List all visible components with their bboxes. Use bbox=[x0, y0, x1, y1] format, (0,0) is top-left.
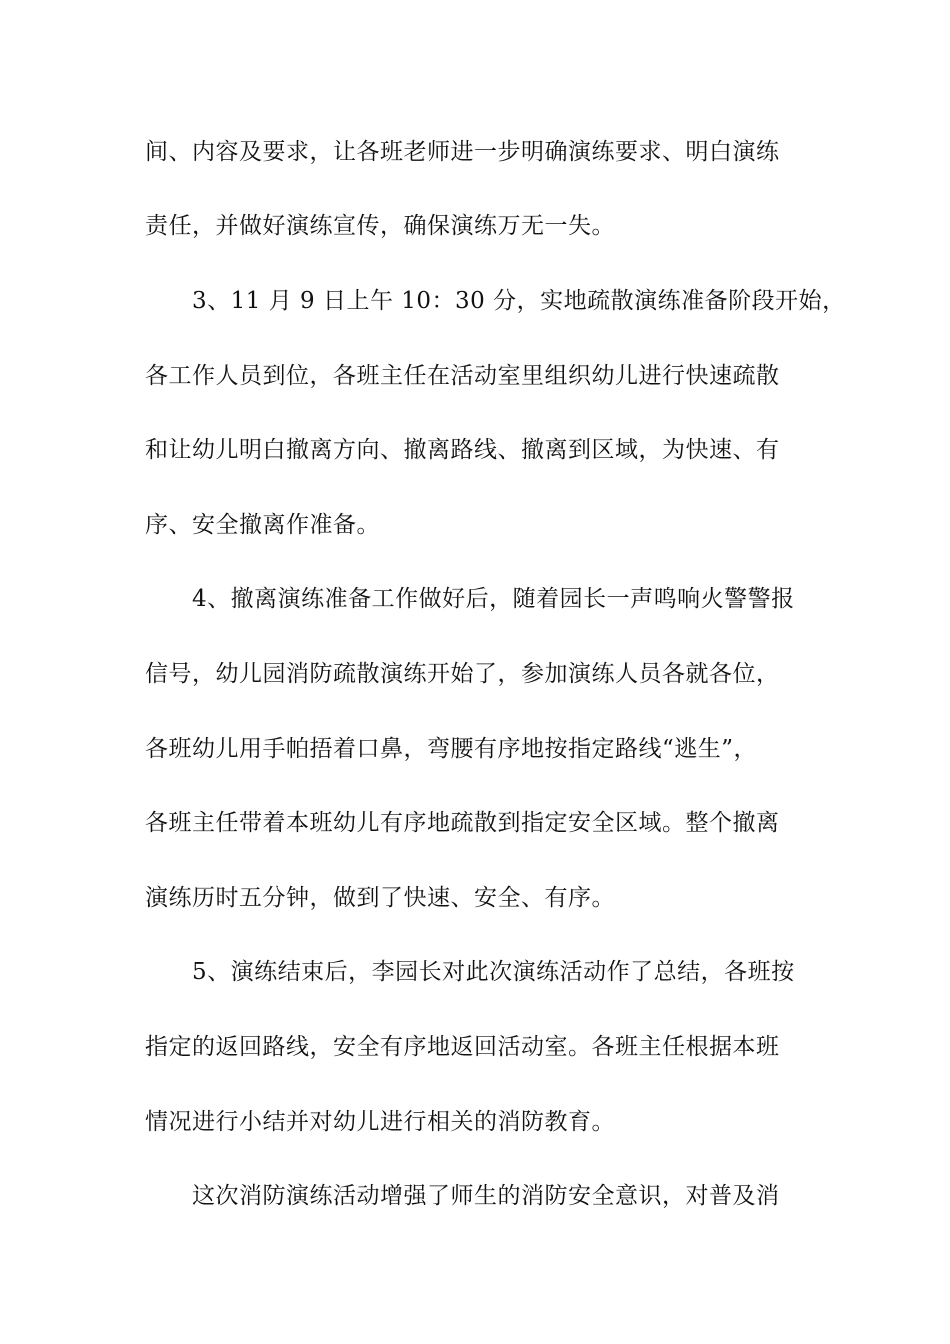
text-line-2: 责任，并做好演练宣传，确保演练万无一失。 bbox=[145, 213, 615, 239]
text-line-8: 信号，幼儿园消防疏散演练开始了，参加演练人员各就各位， bbox=[145, 661, 780, 687]
text-line-7: 4、撤离演练准备工作做好后，随着园长一声鸣响火警警报 bbox=[192, 586, 795, 612]
text-line-12: 5、演练结束后，李园长对此次演练活动作了总结，各班按 bbox=[192, 959, 795, 985]
text-line-6: 序、安全撤离作准备。 bbox=[145, 512, 380, 538]
text-line-4: 各工作人员到位，各班主任在活动室里组织幼儿进行快速疏散 bbox=[145, 363, 780, 389]
text-line-14: 情况进行小结并对幼儿进行相关的消防教育。 bbox=[145, 1109, 615, 1135]
text-line-10: 各班主任带着本班幼儿有序地疏散到指定安全区域。整个撤离 bbox=[145, 810, 780, 836]
text-line-9: 各班幼儿用手帕捂着口鼻，弯腰有序地按指定路线“逃生”， bbox=[145, 736, 758, 762]
text-line-3: 3、11 月 9 日上午 10：30 分，实地疏散演练准备阶段开始， bbox=[192, 288, 846, 314]
text-line-1: 间、内容及要求，让各班老师进一步明确演练要求、明白演练 bbox=[145, 139, 780, 165]
text-line-13: 指定的返回路线，安全有序地返回活动室。各班主任根据本班 bbox=[145, 1034, 780, 1060]
text-line-5: 和让幼儿明白撤离方向、撤离路线、撤离到区域，为快速、有 bbox=[145, 437, 780, 463]
text-line-15: 这次消防演练活动增强了师生的消防安全意识，对普及消 bbox=[192, 1183, 780, 1209]
text-line-11: 演练历时五分钟，做到了快速、安全、有序。 bbox=[145, 885, 615, 911]
